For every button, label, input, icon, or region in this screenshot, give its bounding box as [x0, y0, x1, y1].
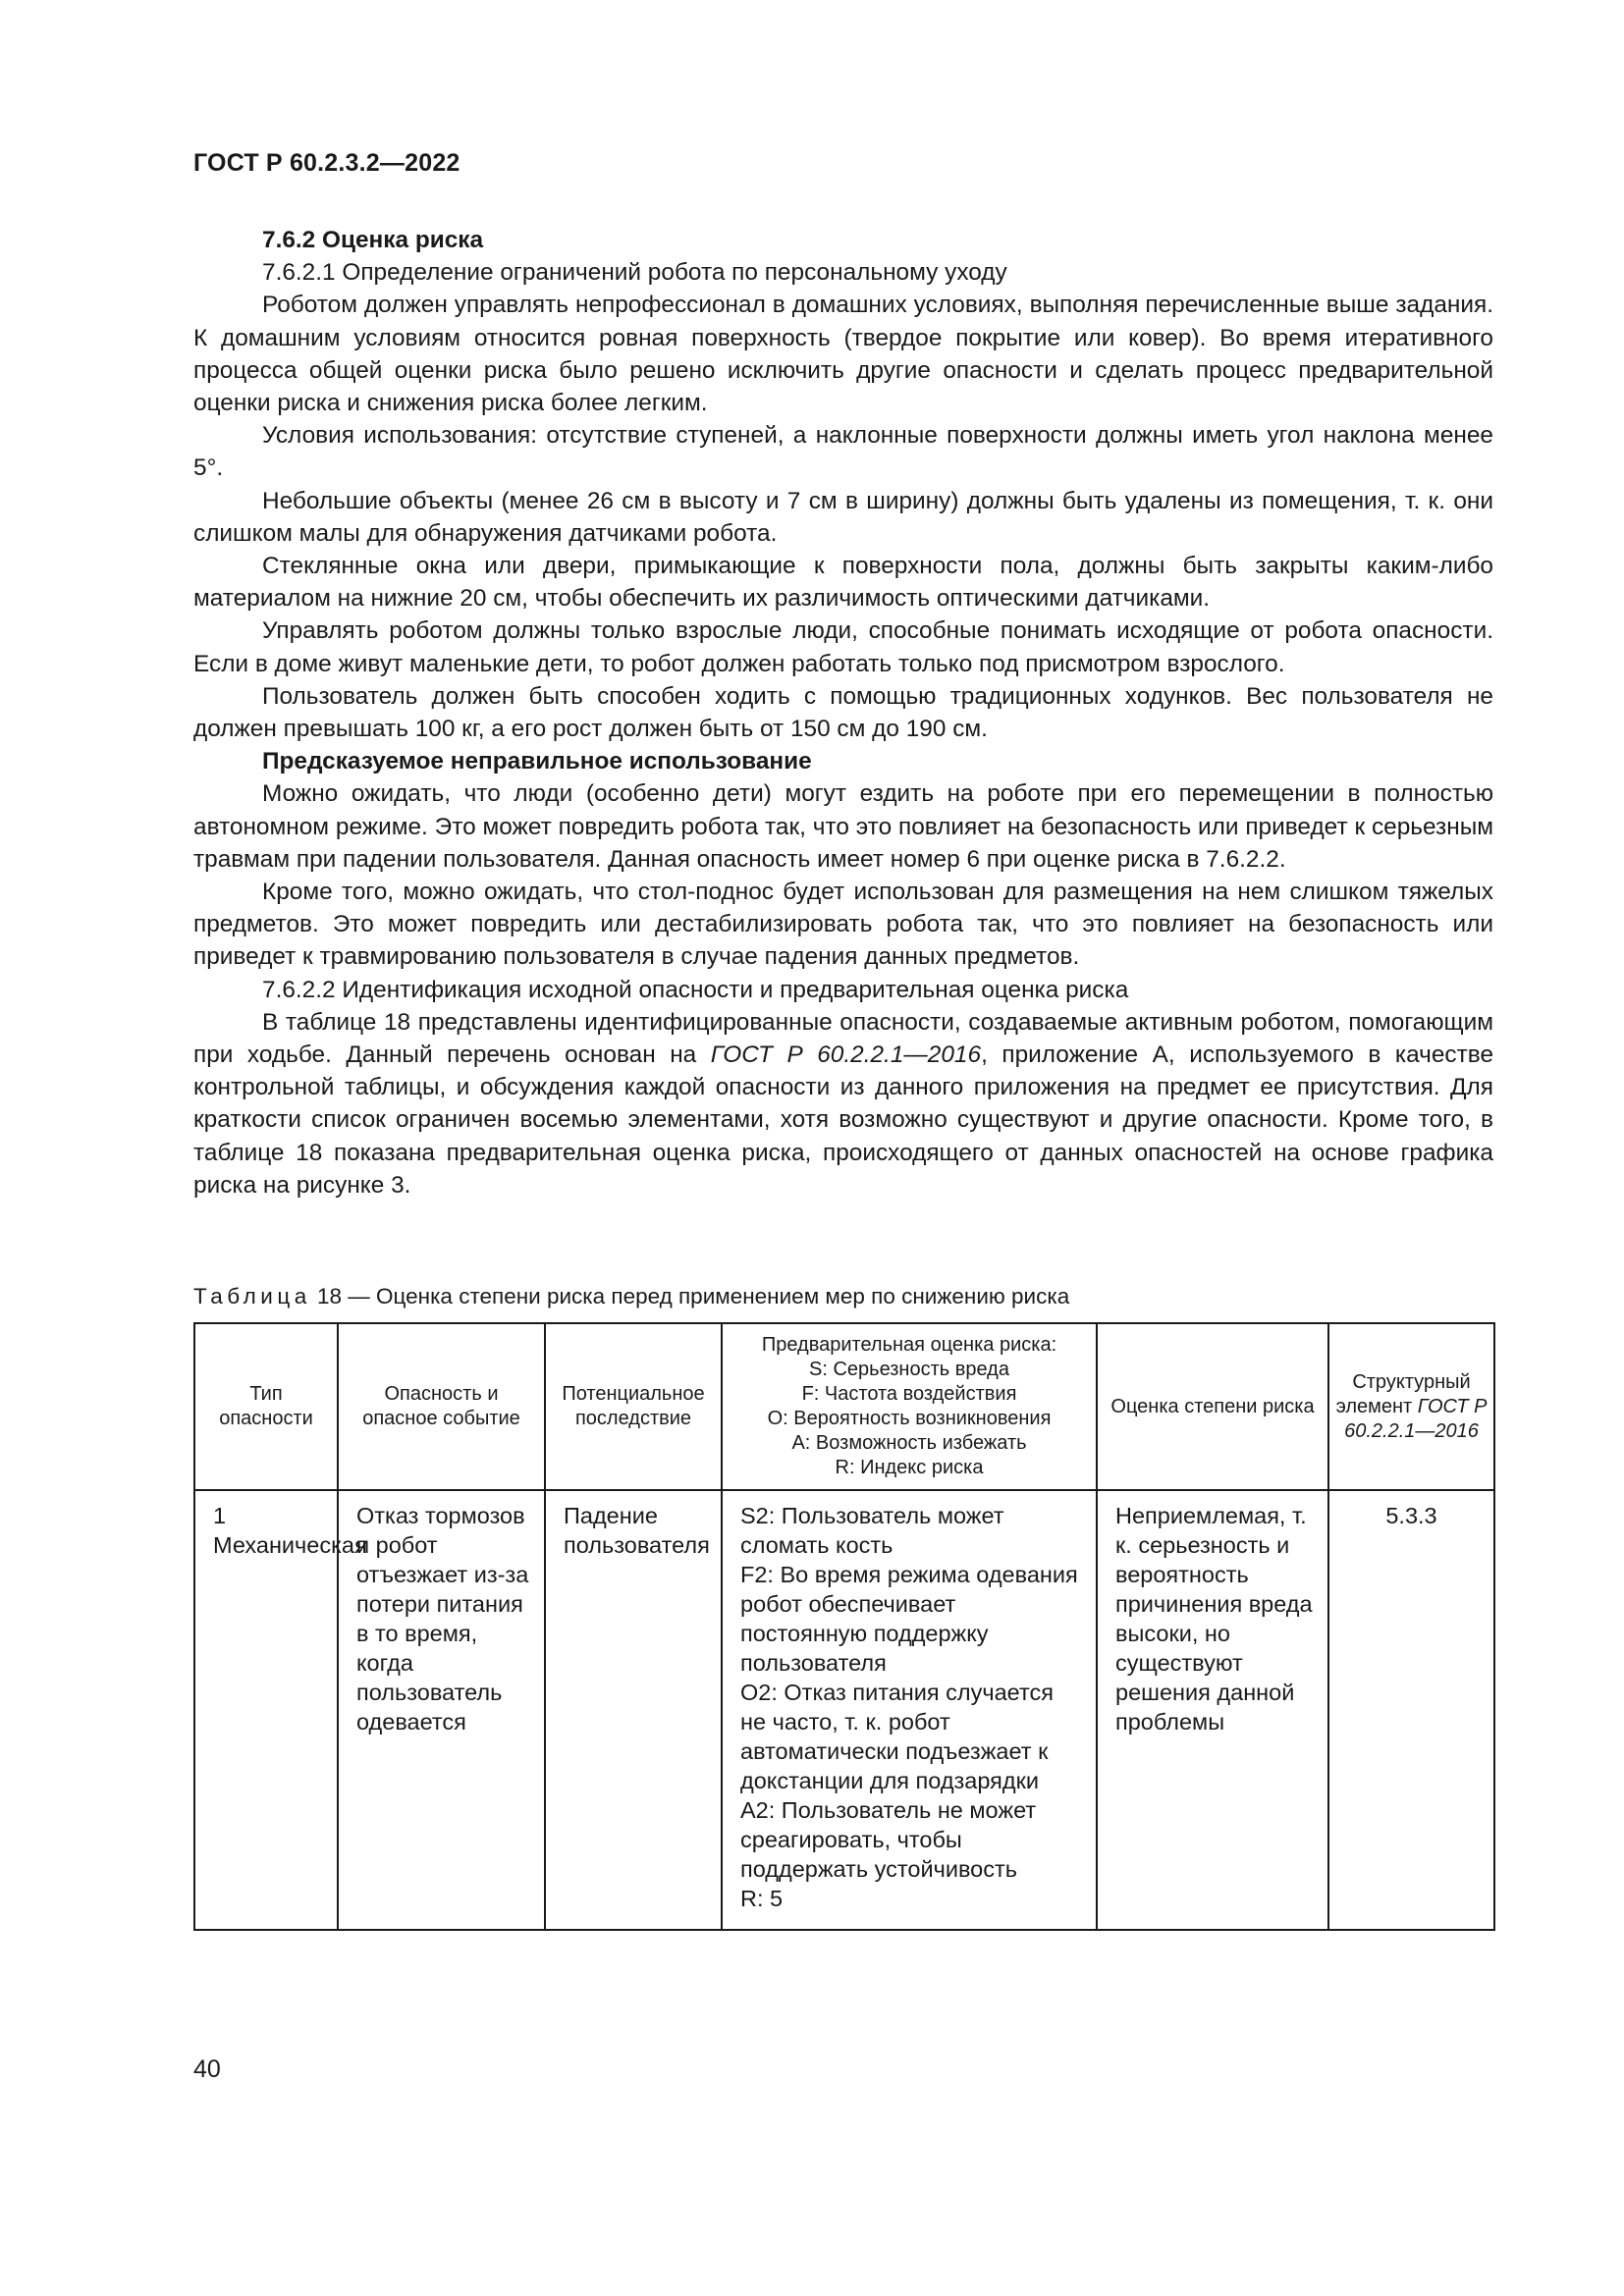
page-number: 40 — [193, 2056, 221, 2083]
header-structural-element-ref: ГОСТ Р 60.2.2.1—2016 — [1344, 1395, 1488, 1442]
subsection-heading: 7.6.2.2 Идентификация исходной опасности и предварительная оценка риска — [262, 976, 1129, 1003]
header-structural-element-prefix: Структурный элемент — [1335, 1370, 1471, 1417]
document-header: ГОСТ Р 60.2.3.2—2022 — [193, 149, 460, 177]
paragraph: Стеклянные окна или двери, примыкающие к поверхности пола, должны быть закрыты каким-либо материалом на нижние 20 см, чтобы обеспечить их различимость оптическими датчиками. — [193, 553, 1493, 613]
header-consequence: Потенциальное последствие — [545, 1323, 722, 1490]
paragraph: Пользователь должен быть способен ходить с помощью традиционных ходунков. Вес пользователя не должен превышать 100 кг, а его рост должен быть от 150 см до 190 см. — [193, 682, 1493, 743]
table-intro-text: В таблице 18 представлены идентифицированные опасности, создаваемые активным роботом, помогающим при ходьбе. Данный перечень основан на — [193, 1008, 1493, 1069]
misuse-heading: Предсказуемое неправильное использование — [262, 748, 812, 775]
table-intro-text: , приложение А, используемого в качестве контрольной таблицы, и обсуждения каждой опасности из данного приложения на предмет ее присутствия. Для краткости список ограничен восемью элементами, хотя возможно существуют и другие опасности. Кроме того, в таблице 18 показана предварительная оценка риска, происходящего от данных опасностей на основе графика риска на рисунке 3. — [193, 1041, 1494, 1199]
cell-hazard-event: Отказ тормозов и робот отъезжает из-за потери питания в то время, когда пользователь одевается — [338, 1490, 545, 1930]
header-hazard-type: Тип опасности — [194, 1323, 338, 1490]
cell-structural-element: 5.3.3 — [1328, 1490, 1494, 1930]
cell-assessment: S2: Пользователь может сломать кость F2: Во время режима одевания робот обеспечивает постоянную поддержку пользователя O2: Отказ питания случается не часто, т. к. робот автоматически подъезжает к докстанции для подзарядки A2: Пользователь не может среагировать, чтобы поддержать устойчивость R: 5 — [722, 1490, 1097, 1930]
header-hazard-event: Опасность и опасное событие — [338, 1323, 545, 1490]
header-risk-level: Оценка степени риска — [1097, 1323, 1328, 1490]
cell-consequence: Падение пользователя — [545, 1490, 722, 1930]
cell-risk-level: Неприемлемая, т. к. серьезность и вероятность причинения вреда высоки, но существуют решения данной проблемы — [1097, 1490, 1328, 1930]
subsection-heading: 7.6.2.1 Определение ограничений робота по персональному уходу — [262, 259, 1007, 287]
section-body — [193, 224, 1493, 1201]
paragraph: Небольшие объекты (менее 26 см в высоту и 7 см в ширину) должны быть удалены из помещения, т. к. они слишком малы для обнаружения датчиками робота. — [193, 487, 1493, 547]
paragraph: Можно ожидать, что люди (особенно дети) могут ездить на роботе при его перемещении в полностью автономном режиме. Это может повредить робота так, что это повлияет на безопасность или приведет к серьезным травмам при падении пользователя. Данная опасность имеет номер 6 при оценке риска в 7.6.2.2. — [193, 780, 1493, 873]
paragraph: Условия использования: отсутствие ступеней, а наклонные поверхности должны иметь угол наклона менее 5°. — [193, 422, 1493, 482]
cell-hazard-type: 1 Механическая — [194, 1490, 338, 1930]
paragraph: Роботом должен управлять непрофессионал в домашних условиях, выполняя перечисленные выше задания. К домашним условиям относится ровная поверхность (твердое покрытие или ковер). Во время итеративного процесса общей оценки риска было решено исключить другие опасности и сделать процесс предварительной оценки риска и снижения риска более легким. — [193, 292, 1493, 417]
table-caption-prefix: Таблица — [193, 1284, 311, 1308]
paragraph: Управлять роботом должны только взрослые люди, способные понимать исходящие от робота опасности. Если в доме живут маленькие дети, то робот должен работать только под присмотром взрослого. — [193, 617, 1493, 677]
table-intro-paragraph — [193, 1006, 1493, 1201]
table-caption — [193, 1282, 1069, 1311]
section-heading: 7.6.2 Оценка риска — [262, 227, 484, 253]
table-header-row — [194, 1323, 1494, 1490]
paragraph: Кроме того, можно ожидать, что стол-поднос будет использован для размещения на нем слишком тяжелых предметов. Это может повредить или дестабилизировать робота так, что это повлияет на безопасность или приведет к травмированию пользователя в случае падения данных предметов. — [193, 879, 1493, 971]
table-row — [194, 1490, 1494, 1930]
table-caption-text: 18 — Оценка степени риска перед применением мер по снижению риска — [310, 1284, 1070, 1308]
risk-assessment-table — [193, 1322, 1495, 1931]
header-structural-element — [1328, 1323, 1494, 1490]
header-preliminary-assessment: Предварительная оценка риска: S: Серьезность вреда F: Частота воздействия O: Вероятность возникновения A: Возможность избежать R: Индекс риска — [722, 1323, 1097, 1490]
standard-reference: ГОСТ Р 60.2.2.1—2016 — [710, 1041, 982, 1069]
